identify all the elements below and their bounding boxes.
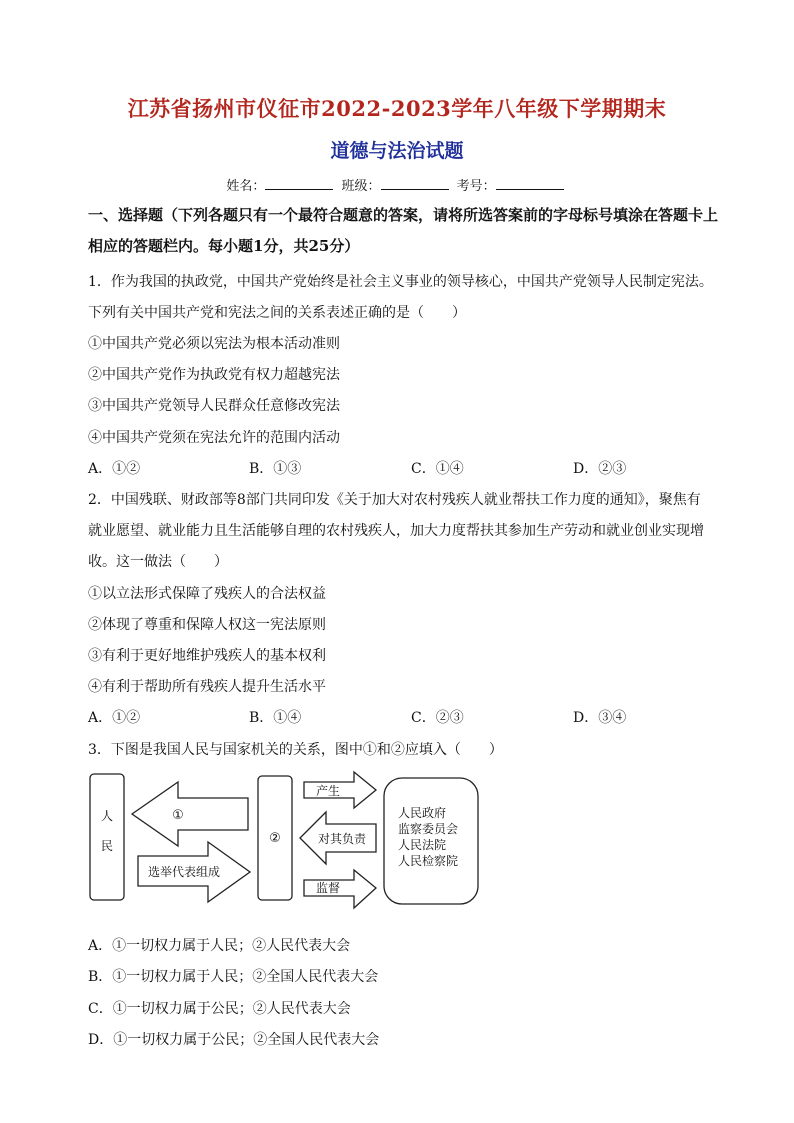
exam-no-label: 考号： [456, 179, 496, 194]
class-label: 班级： [341, 179, 381, 194]
q1-option-d[interactable]: D．②③ [573, 461, 627, 477]
q2-option-d[interactable]: D．③④ [573, 710, 627, 726]
q3-option-d[interactable]: D．①一切权力属于公民；②全国人民代表大会 [88, 1032, 380, 1048]
organ-supervision-commission: 监察委员会 [398, 822, 459, 836]
organ-government: 人民政府 [398, 806, 447, 820]
q1-option-b[interactable]: B．①③ [249, 461, 302, 477]
exam-no-blank[interactable] [496, 177, 564, 190]
q1-item-3: ③中国共产党领导人民群众任意修改宪法 [88, 398, 340, 414]
q2-option-c[interactable]: C．②③ [411, 710, 464, 726]
q2-item-2: ②体现了尊重和保障人权这一宪法原则 [88, 617, 326, 633]
q2-option-a[interactable]: A．①② [88, 710, 141, 726]
q2-item-4: ④有利于帮助所有残疾人提升生活水平 [88, 679, 326, 695]
arrow-elect-label: 选举代表组成 [148, 865, 221, 879]
arrow-produce-label: 产生 [316, 784, 341, 798]
q3-stem: 3．下图是我国人民与国家机关的关系，图中①和②应填入（ ） [88, 742, 503, 758]
class-blank[interactable] [381, 177, 449, 190]
arrow-supervise-label: 监督 [316, 881, 341, 895]
exam-title: 江苏省扬州市仪征市2022-2023学年八年级下学期期末 [127, 96, 667, 121]
q1-option-a[interactable]: A．①② [88, 461, 141, 477]
q2-option-b[interactable]: B．①④ [249, 710, 302, 726]
q3-option-a[interactable]: A．①一切权力属于人民；②人民代表大会 [88, 938, 351, 954]
arrow-responsible-label: 对其负责 [318, 832, 367, 846]
q1-item-1: ①中国共产党必须以宪法为根本活动准则 [88, 336, 340, 352]
q1-item-2: ②中国共产党作为执政党有权力超越宪法 [88, 367, 340, 383]
q2-item-3: ③有利于更好地维护残疾人的基本权利 [88, 648, 326, 664]
organ-court: 人民法院 [398, 838, 447, 852]
name-blank[interactable] [265, 177, 333, 190]
people-box [90, 774, 124, 900]
people-state-organs-diagram [88, 768, 488, 923]
q3-option-b[interactable]: B．①一切权力属于人民；②全国人民代表大会 [88, 969, 379, 985]
section-heading: 一、选择题（下列各题只有一个最符合题意的答案，请将所选答案前的字母标号填涂在答题卡上相应的答题栏内。每小题1分，共25分） [88, 206, 719, 255]
student-info-row [0, 175, 794, 194]
q1-item-4: ④中国共产党须在宪法允许的范围内活动 [88, 430, 340, 446]
q2-stem-line3: 收。这一做法（ ） [88, 554, 228, 570]
arrow-1 [132, 782, 248, 846]
q2-item-1: ①以立法形式保障了残疾人的合法权益 [88, 586, 326, 602]
q2-stem-line2: 就业愿望、就业能力且生活能够自理的农村残疾人，加大力度帮扶其参加生产劳动和就业创业实现增 [88, 523, 704, 539]
arrow-1-label: ① [172, 808, 184, 823]
q1-stem-line2: 下列有关中国共产党和宪法之间的关系表述正确的是（ ） [88, 305, 466, 321]
people-char-1: 人 [100, 809, 114, 823]
people-char-2: 民 [100, 839, 114, 853]
exam-subtitle: 道德与法治试题 [330, 140, 464, 162]
organ-procuratorate: 人民检察院 [398, 854, 459, 868]
q2-stem-line1: 2．中国残联、财政部等8部门共同印发《关于加大对农村残疾人就业帮扶工作力度的通知》，聚焦有 [88, 492, 701, 508]
name-label: 姓名： [226, 179, 266, 194]
q1-option-c[interactable]: C．①④ [411, 461, 464, 477]
q3-option-c[interactable]: C．①一切权力属于公民；②人民代表大会 [88, 1001, 351, 1017]
q1-stem-line1: 1．作为我国的执政党，中国共产党始终是社会主义事业的领导核心，中国共产党领导人民制定宪法。 [88, 274, 713, 290]
box-2-label: ② [269, 831, 281, 846]
